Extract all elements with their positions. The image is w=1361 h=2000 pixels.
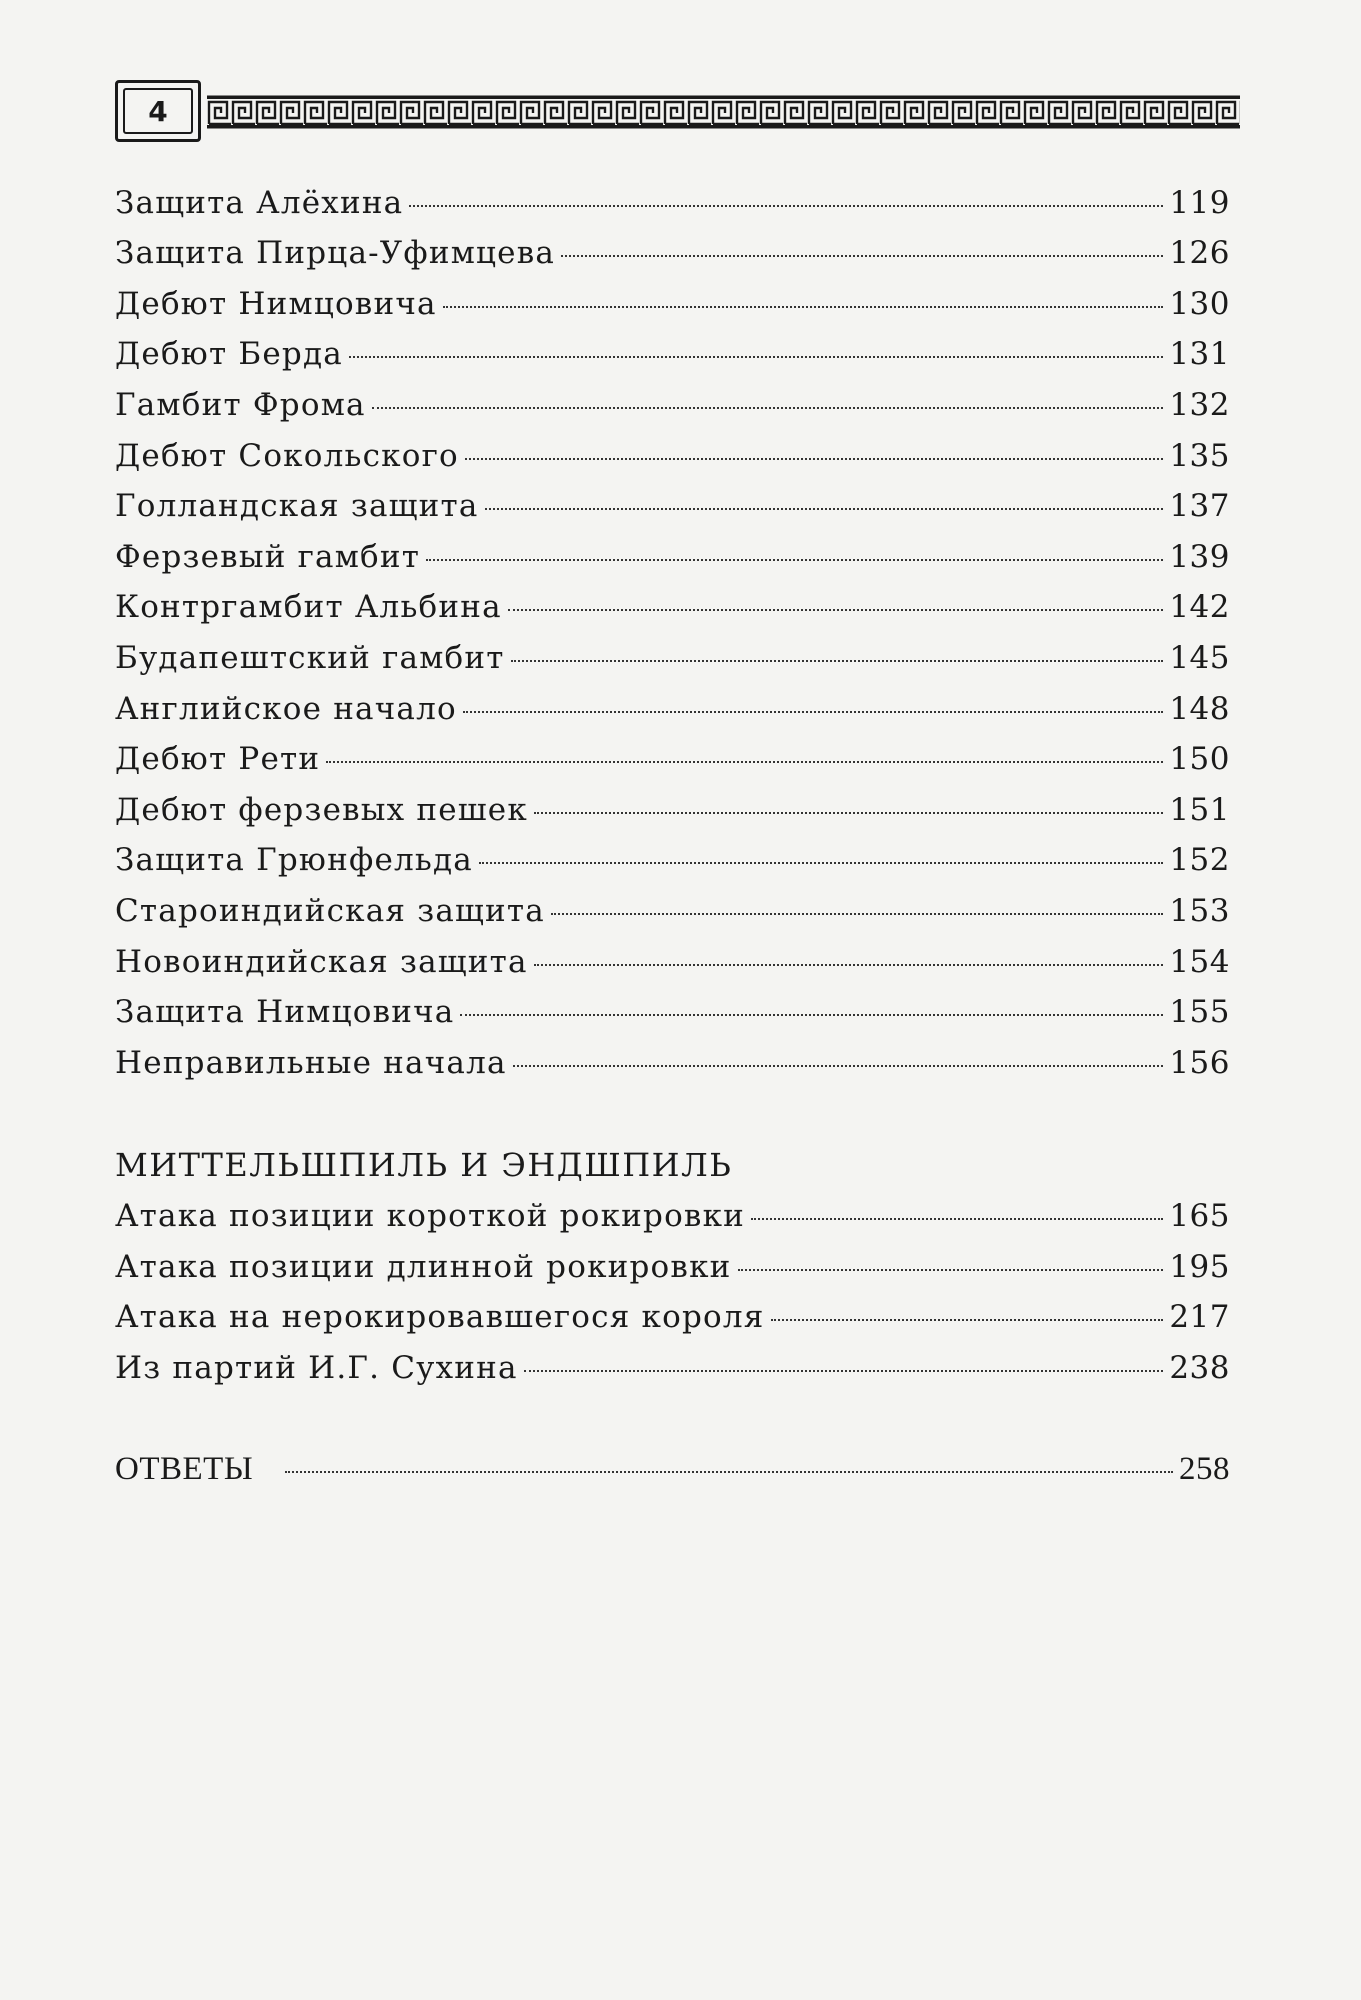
toc-entry-page: 145 — [1169, 640, 1230, 676]
toc-entry — [115, 940, 1230, 984]
dot-leader — [561, 255, 1163, 257]
toc-entry-page: 154 — [1169, 944, 1230, 980]
toc-entry — [115, 1041, 1230, 1085]
toc-entry-page: 152 — [1169, 842, 1230, 878]
toc-entry — [115, 434, 1230, 478]
toc-entry-page: 217 — [1169, 1299, 1230, 1335]
toc-entry-page: 119 — [1169, 185, 1230, 221]
toc-entry-page: 126 — [1169, 235, 1230, 271]
toc-entry-title: Новоиндийская защита — [115, 944, 528, 980]
toc-entry-page: 148 — [1169, 691, 1230, 727]
toc-entry-title: Атака на нерокировавшегося короля — [115, 1299, 765, 1335]
toc-entry — [115, 181, 1230, 225]
toc-entry-page: 137 — [1169, 488, 1230, 524]
dot-leader — [349, 356, 1163, 358]
toc-entry-title: Из партий И.Г. Сухина — [115, 1350, 518, 1386]
toc-entry-title: Защита Пирца-Уфимцева — [115, 235, 556, 271]
toc-entry-answers — [115, 1447, 1230, 1491]
toc-entry — [115, 1346, 1230, 1390]
toc-entry-title: Атака позиции длинной рокировки — [115, 1249, 732, 1285]
toc-entry — [115, 585, 1230, 629]
toc-entry-page: 150 — [1169, 741, 1230, 777]
toc-entry-page: 139 — [1169, 539, 1230, 575]
toc-entry-title: Неправильные начала — [115, 1045, 507, 1081]
dot-leader — [511, 660, 1164, 662]
meander-border-ornament — [207, 94, 1240, 130]
page-number: 4 — [123, 88, 193, 134]
toc-entry-title: Голландская защита — [115, 488, 479, 524]
toc-entry — [115, 737, 1230, 781]
dot-leader — [771, 1319, 1164, 1321]
toc-entry-title: Дебют Сокольского — [115, 438, 459, 474]
toc-entry — [115, 231, 1230, 275]
toc-entry-page: 156 — [1169, 1045, 1230, 1081]
toc-entry — [115, 990, 1230, 1034]
toc-entry — [115, 788, 1230, 832]
dot-leader — [551, 913, 1163, 915]
dot-leader — [465, 458, 1163, 460]
toc-entry — [115, 838, 1230, 882]
toc-entry-title: Атака позиции короткой рокировки — [115, 1198, 746, 1234]
toc-entry — [115, 636, 1230, 680]
toc-entry-title: Будапештский гамбит — [115, 640, 505, 676]
toc-entry — [115, 383, 1230, 427]
dot-leader — [534, 812, 1163, 814]
toc-entry-page: 165 — [1169, 1198, 1230, 1234]
toc-entry-title: Дебют Нимцовича — [115, 286, 437, 322]
dot-leader — [534, 964, 1164, 966]
toc-entry-page: 135 — [1169, 438, 1230, 474]
toc-entry — [115, 535, 1230, 579]
toc-entry-title: ОТВЕТЫ — [115, 1451, 254, 1487]
toc-entry-page: 238 — [1169, 1350, 1230, 1386]
toc-entry — [115, 889, 1230, 933]
dot-leader — [508, 609, 1164, 611]
toc-entry-title: Дебют Рети — [115, 741, 321, 777]
toc-entry-title: Защита Грюнфельда — [115, 842, 473, 878]
toc-entry-page: 142 — [1169, 589, 1230, 625]
toc-entry-page: 195 — [1169, 1249, 1230, 1285]
toc-entry-title: Защита Нимцовича — [115, 994, 455, 1030]
toc-entry-page: 131 — [1169, 336, 1230, 372]
dot-leader — [372, 407, 1164, 409]
toc-entry — [115, 282, 1230, 326]
toc-entry-title: Староиндийская защита — [115, 893, 545, 929]
dot-leader — [738, 1269, 1164, 1271]
dot-leader — [524, 1370, 1164, 1372]
toc-entry-title: Английское начало — [115, 691, 457, 727]
toc-entry-page: 153 — [1169, 893, 1230, 929]
toc-entry-page: 151 — [1169, 792, 1230, 828]
page-number-frame — [115, 80, 201, 142]
page-header — [115, 80, 1240, 142]
dot-leader — [326, 761, 1163, 763]
toc-entry-page: 132 — [1169, 387, 1230, 423]
dot-leader — [460, 1014, 1163, 1016]
toc-entry-title: Гамбит Фрома — [115, 387, 366, 423]
toc-entry — [115, 687, 1230, 731]
dot-leader — [463, 711, 1163, 713]
toc-entry-title: Защита Алёхина — [115, 185, 404, 221]
toc-entry-title: Контргамбит Альбина — [115, 589, 502, 625]
toc-entry — [115, 484, 1230, 528]
toc-entry-title: Дебют Берда — [115, 336, 343, 372]
dot-leader — [513, 1065, 1164, 1067]
toc-entry-title: Ферзевый гамбит — [115, 539, 421, 575]
toc-entry — [115, 1295, 1230, 1339]
dot-leader — [285, 1471, 1173, 1473]
section-heading: МИТТЕЛЬШПИЛЬ И ЭНДШПИЛЬ — [115, 1146, 733, 1184]
toc-entry-page: 258 — [1179, 1451, 1230, 1487]
toc-entry-page: 155 — [1169, 994, 1230, 1030]
dot-leader — [443, 306, 1164, 308]
dot-leader — [485, 508, 1164, 510]
dot-leader — [751, 1218, 1163, 1220]
dot-leader — [479, 862, 1163, 864]
dot-leader — [409, 205, 1163, 207]
toc-entry — [115, 332, 1230, 376]
dot-leader — [426, 559, 1163, 561]
toc-entry-title: Дебют ферзевых пешек — [115, 792, 528, 828]
toc-entry — [115, 1245, 1230, 1289]
toc-entry — [115, 1194, 1230, 1238]
toc-entry-page: 130 — [1169, 286, 1230, 322]
